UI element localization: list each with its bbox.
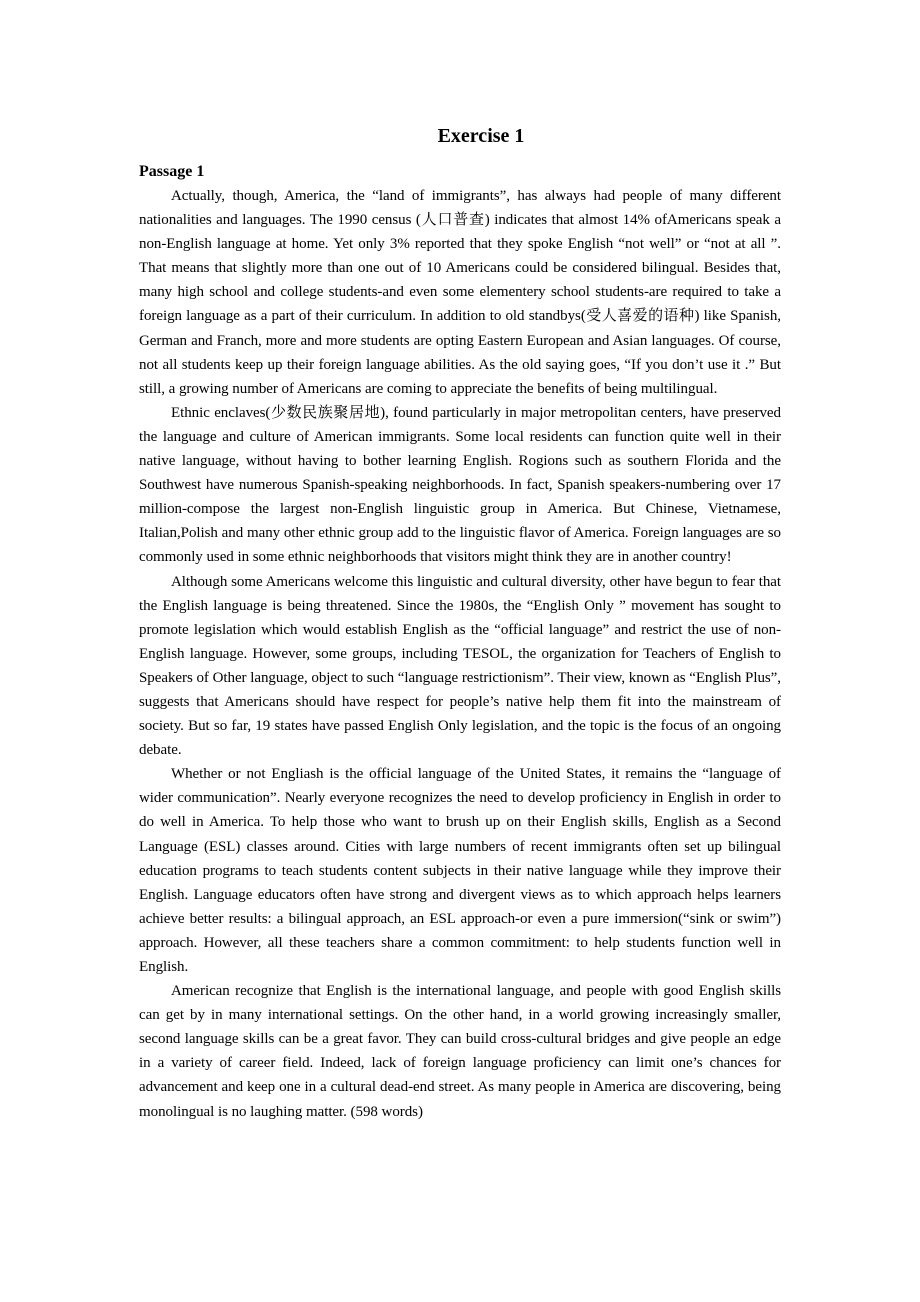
exercise-title: Exercise 1	[437, 125, 525, 147]
paragraph-3: Although some Americans welcome this linguistic and cultural diversity, other have begun to fear that the English language is being threatened. Since the 1980s, the “English Only ” movement has sought to promote legislation which would establish English as the “official language” and restrict the use of non-English language. However, some groups, including TESOL, the organization for Teachers of English to Speakers of Other language, object to such “language restrictionism”. Their view, known as “English Plus”, suggests that Americans should have respect for people’s native help them fit into the mainstream of society. But so far, 19 states have passed English Only legislation, and the topic is the focus of an ongoing debate.	[139, 573, 781, 759]
passage-body	[139, 184, 781, 1124]
passage-heading: Passage 1	[139, 163, 205, 180]
paragraph-1: Actually, though, America, the “land of immigrants”, has always had people of many different nationalities and languages. The 1990 census (人口普查) indicates that almost 14% ofAmericans speak a non-English language at home. Yet only 3% reported that they spoke English “not well” or “not at all ”. That means that slightly more than one out of 10 Americans could be considered bilingual. Besides that, many high school and college students-and even some elementery school students-are required to take a foreign language as a part of their curriculum. In addition to old standbys(受人喜爱的语种) like Spanish, German and Franch, more and more students are opting Eastern European and Asian languages. Of course, not all students keep up their foreign language abilities. As the old saying goes, “If you don’t use it .” But still, a growing number of Americans are coming to appreciate the benefits of being multilingual.	[139, 188, 781, 397]
paragraph-4: Whether or not Engliash is the official language of the United States, it remains the “language of wider communication”. Nearly everyone recognizes the need to develop proficiency in English in order to do well in America. To help those who want to brush up on their English skills, English as a Second Language (ESL) classes around. Cities with large numbers of recent immigrants often set up bilingual education programs to teach students content subjects in their native language while they improve their English. Language educators often have strong and divergent views as to which approach helps learners achieve better results: a bilingual approach, an ESL approach-or even a pure immersion(“sink or swim”) approach. However, all these teachers share a common commitment: to help students function well in English.	[139, 766, 781, 975]
paragraph-2: Ethnic enclaves(少数民族聚居地), found particularly in major metropolitan centers, have preserved the language and culture of American immigrants. Some local residents can function quite well in their native language, without having to bother learning English. Rogions such as southern Florida and the Southwest have numerous Spanish-speaking neighborhoods. In fact, Spanish speakers-numbering over 17 million-compose the largest non-English linguistic group in America. But Chinese, Vietnamese, Italian,Polish and many other ethnic group add to the linguistic flavor of America. Foreign languages are so commonly used in some ethnic neighborhoods that visitors might think they are in another country!	[139, 404, 781, 566]
paragraph-5: American recognize that English is the international language, and people with good English skills can get by in many international settings. On the other hand, in a world growing increasingly smaller, second language skills can be a great favor. They can build cross-cultural bridges and give people an edge in a variety of career field. Indeed, lack of foreign language proficiency can limit one’s chances for advancement and keep one in a cultural dead-end street. As many people in America are discovering, being monolingual is no laughing matter. (598 words)	[139, 983, 781, 1120]
